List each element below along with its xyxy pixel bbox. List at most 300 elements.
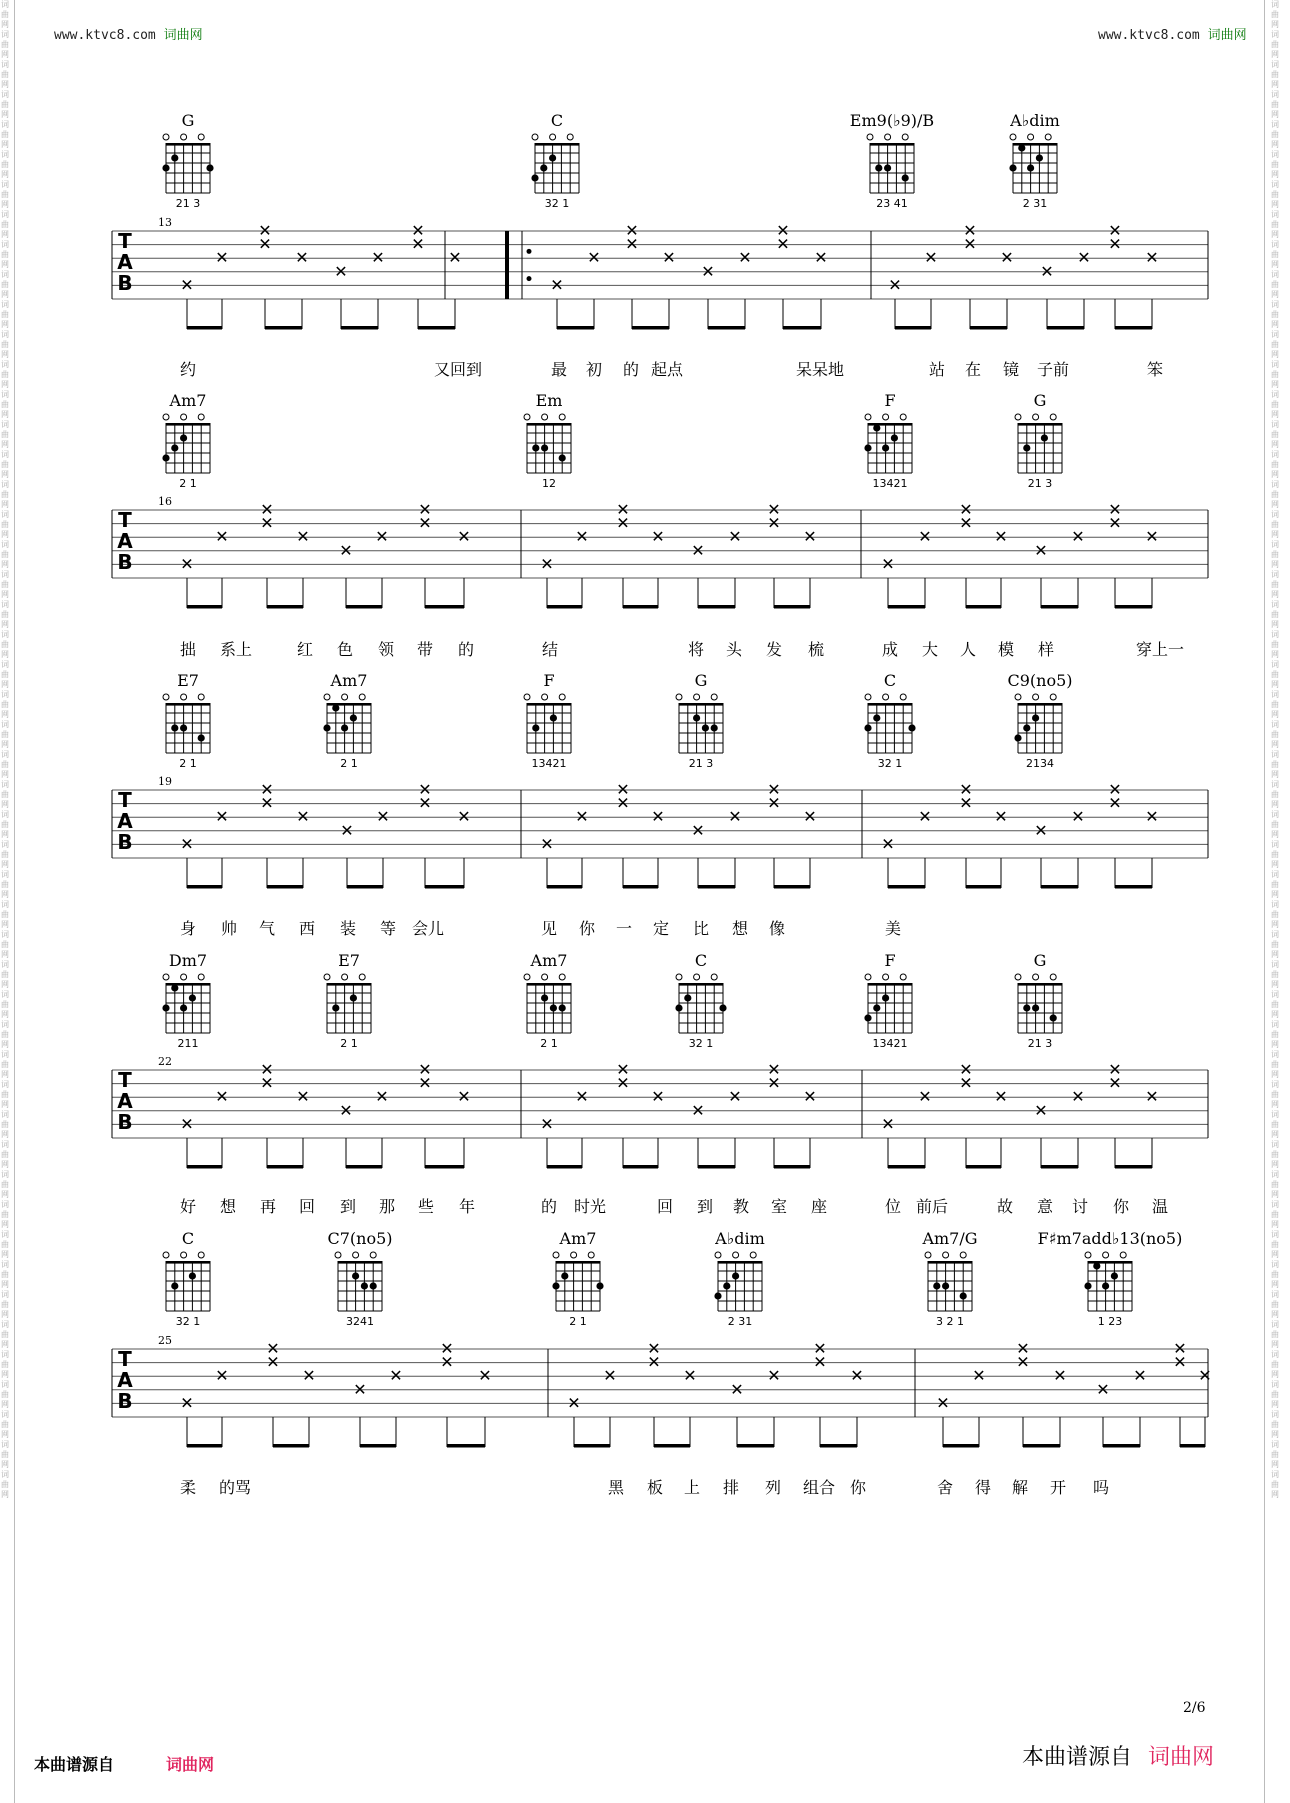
- tab-x-note: ✕: [1016, 1339, 1030, 1358]
- lyric-2-12: 想: [731, 919, 749, 938]
- beam: [187, 1444, 222, 1448]
- tab-x-note: ✕: [616, 513, 630, 533]
- tab-x-note: ✕: [1108, 234, 1122, 254]
- lyric-1-7: 结: [541, 640, 559, 659]
- open-string-marker: [960, 1252, 966, 1258]
- tab-x-note: ✕: [260, 513, 274, 533]
- lyric-2-1: 帅: [220, 919, 238, 938]
- lyric-3-0: 好: [179, 1197, 197, 1216]
- chord-name-1-0: Am7: [169, 391, 207, 410]
- chord-finger-dot: [873, 424, 880, 431]
- beam: [966, 885, 1001, 889]
- open-string-marker: [711, 974, 717, 980]
- open-string-marker: [1050, 414, 1056, 420]
- lyric-4-8: 你: [849, 1478, 867, 1497]
- tab-x-note: ✕: [959, 500, 973, 519]
- chord-finger-dot: [882, 994, 889, 1001]
- lyric-4-13: 吗: [1092, 1478, 1110, 1497]
- tab-x-note: ✕: [850, 1366, 864, 1386]
- lyric-2-7: 见: [540, 919, 558, 938]
- chord-finger-dot: [162, 454, 169, 461]
- tab-x-note: ✕: [440, 1339, 454, 1358]
- chord-finger-dot: [352, 1272, 359, 1279]
- chord-finger-dot: [171, 724, 178, 731]
- chord-name-2-3: G: [694, 671, 708, 690]
- open-string-marker: [181, 414, 187, 420]
- open-string-marker: [1103, 1252, 1109, 1258]
- chord-finger-dot: [550, 1004, 557, 1011]
- lyric-4-1: 的骂: [218, 1478, 252, 1497]
- right-side-watermark: 词曲网词曲网词曲网词曲网词曲网词曲网词曲网词曲网词曲网词曲网词曲网词曲网词曲网词曲网词曲网词曲网词曲网词曲网词曲网词曲网词曲网词曲网词曲网词曲网词曲网词曲网词曲网词曲网词曲网词曲网词曲网词曲网词曲网词曲网词曲网词曲网词曲网词曲网词曲网词曲网词曲网词曲网词曲网词曲网词曲网词曲网词曲网词曲网词曲网词曲网: [1271, 0, 1279, 1499]
- lyric-4-6: 列: [764, 1478, 782, 1497]
- lyric-1-5: 带: [416, 640, 434, 659]
- open-string-marker: [542, 974, 548, 980]
- lyric-4-11: 解: [1011, 1478, 1029, 1497]
- chord-finger-dot: [1102, 1282, 1109, 1289]
- tab-x-note: ✕: [963, 221, 977, 240]
- tab-x-note: ✕: [776, 221, 790, 240]
- chord-finger-dot: [908, 724, 915, 731]
- chord-finger-dot: [532, 444, 539, 451]
- lyric-1-1: 系上: [219, 640, 253, 659]
- chord-finger-dot: [711, 724, 718, 731]
- chord-nut: [1018, 423, 1062, 426]
- chord-finger-dot: [1041, 434, 1048, 441]
- open-string-marker: [865, 694, 871, 700]
- chord-finger-dot: [1023, 1004, 1030, 1011]
- footer-right: [1022, 1740, 1214, 1771]
- chord-finger-dot: [180, 434, 187, 441]
- chord-finger-dot: [719, 1004, 726, 1011]
- open-string-marker: [163, 134, 169, 140]
- chord-finger-dot: [1027, 164, 1034, 171]
- tab-x-note: ✕: [575, 1087, 589, 1107]
- tab-x-note: ✕: [647, 1352, 661, 1372]
- tab-clef-B: B: [117, 271, 133, 295]
- tab-x-note: ✕: [959, 1073, 973, 1093]
- lyric-2-0: 身: [179, 919, 197, 938]
- tab-x-note: ✕: [260, 500, 274, 519]
- chord-nut: [870, 143, 914, 146]
- open-string-marker: [883, 414, 889, 420]
- open-string-marker: [335, 1252, 341, 1258]
- tab-x-note: ✕: [767, 780, 781, 799]
- open-string-marker: [198, 694, 204, 700]
- beam: [187, 605, 222, 609]
- open-string-marker: [550, 134, 556, 140]
- chord-name-1-1: Em: [535, 391, 563, 410]
- open-string-marker: [359, 974, 365, 980]
- chord-fingering-2-4: 32 1: [877, 757, 903, 770]
- tab-x-note: ✕: [1034, 540, 1048, 560]
- chord-finger-dot: [1032, 714, 1039, 721]
- beam: [623, 605, 658, 609]
- chord-fingering-1-1: 12: [542, 477, 556, 490]
- tab-x-note: ✕: [1108, 1073, 1122, 1093]
- lyric-1-9: 头: [725, 640, 743, 659]
- beam: [267, 605, 303, 609]
- tab-x-note: ✕: [767, 1366, 781, 1386]
- tab-x-note: ✕: [1173, 1339, 1187, 1358]
- chord-finger-dot: [864, 1014, 871, 1021]
- tab-x-note: ✕: [881, 554, 895, 574]
- chord-fingering-4-0: 32 1: [175, 1315, 201, 1328]
- tab-x-note: ✕: [375, 1087, 389, 1107]
- lyric-3-7: 年: [458, 1197, 476, 1216]
- tab-x-note: ✕: [803, 1087, 817, 1107]
- beam: [1115, 1165, 1152, 1169]
- lyric-0-1: 又回到: [433, 360, 483, 379]
- beam: [1115, 605, 1152, 609]
- open-string-marker: [370, 1252, 376, 1258]
- chord-finger-dot: [180, 724, 187, 731]
- repeat-thick-bar: [505, 231, 509, 299]
- footer-left: [34, 1752, 214, 1775]
- tab-x-note: ✕: [295, 248, 309, 268]
- open-string-marker: [865, 974, 871, 980]
- beam: [425, 605, 464, 609]
- chord-finger-dot: [864, 724, 871, 731]
- lyric-4-5: 排: [722, 1478, 740, 1497]
- beam: [1115, 326, 1152, 330]
- open-string-marker: [750, 1252, 756, 1258]
- chord-finger-dot: [1009, 164, 1016, 171]
- chord-name-0-2: Em9(♭9)/B: [849, 111, 935, 130]
- chord-finger-dot: [884, 164, 891, 171]
- chord-fingering-2-2: 13421: [531, 757, 567, 770]
- open-string-marker: [1033, 974, 1039, 980]
- chord-nut: [527, 983, 571, 986]
- tab-x-note: ✕: [540, 1114, 554, 1134]
- chord-fingering-2-5: 2134: [1026, 757, 1054, 770]
- chord-finger-dot: [559, 454, 566, 461]
- tab-x-note: ✕: [296, 807, 310, 827]
- beam: [1023, 1444, 1060, 1448]
- chord-nut: [679, 983, 723, 986]
- lyric-2-6: 会儿: [411, 919, 445, 938]
- beam: [547, 1165, 582, 1169]
- lyric-2-5: 等: [379, 919, 397, 938]
- chord-name-2-0: E7: [177, 671, 199, 690]
- tab-x-note: ✕: [767, 793, 781, 813]
- tab-x-note: ✕: [1000, 248, 1014, 268]
- lyric-3-12: 教: [732, 1197, 750, 1216]
- tab-clef-B: B: [117, 830, 133, 854]
- tab-x-note: ✕: [266, 1339, 280, 1358]
- tab-x-note: ✕: [440, 1352, 454, 1372]
- tab-x-note: ✕: [448, 248, 462, 268]
- chord-finger-dot: [1023, 444, 1030, 451]
- lyric-4-3: 板: [646, 1478, 664, 1497]
- chord-name-2-5: C9(no5): [1007, 671, 1073, 690]
- chord-finger-dot: [693, 714, 700, 721]
- chord-fingering-1-2: 13421: [872, 477, 908, 490]
- tab-x-note: ✕: [767, 500, 781, 519]
- lyric-1-16: 样: [1037, 640, 1055, 659]
- lyric-3-2: 再: [259, 1197, 277, 1216]
- tab-clef-A: A: [117, 250, 133, 274]
- open-string-marker: [198, 1252, 204, 1258]
- chord-name-0-3: A♭dim: [1010, 111, 1060, 130]
- open-string-marker: [553, 1252, 559, 1258]
- tab-x-note: ✕: [888, 275, 902, 295]
- beam: [888, 885, 925, 889]
- tab-x-note: ✕: [457, 527, 471, 547]
- tab-x-note: ✕: [1034, 820, 1048, 840]
- tab-x-note: ✕: [918, 527, 932, 547]
- chord-name-0-0: G: [181, 111, 195, 130]
- chord-finger-dot: [162, 164, 169, 171]
- chord-finger-dot: [561, 1272, 568, 1279]
- lyric-0-8: 在: [964, 360, 982, 379]
- chord-name-3-5: G: [1033, 951, 1047, 970]
- measure-number-2: 19: [158, 775, 172, 788]
- lyric-1-14: 人: [959, 640, 977, 659]
- tab-x-note: ✕: [418, 1060, 432, 1079]
- beam: [698, 605, 735, 609]
- tab-x-note: ✕: [924, 248, 938, 268]
- chord-nut: [166, 423, 210, 426]
- beam: [970, 326, 1007, 330]
- beam: [888, 1165, 925, 1169]
- measure-number-0: 13: [158, 216, 172, 229]
- lyric-2-11: 比: [692, 919, 710, 938]
- tab-x-note: ✕: [730, 1379, 744, 1399]
- open-string-marker: [559, 694, 565, 700]
- lyric-3-6: 些: [417, 1197, 435, 1216]
- measure-number-1: 16: [158, 495, 172, 508]
- footer-right-text: 本曲谱源自: [1022, 1745, 1133, 1770]
- open-string-marker: [198, 414, 204, 420]
- tab-x-note: ✕: [616, 1060, 630, 1079]
- beam: [966, 605, 1001, 609]
- beam: [783, 326, 821, 330]
- tab-x-note: ✕: [1096, 1379, 1110, 1399]
- chord-finger-dot: [180, 1004, 187, 1011]
- beam: [1041, 1165, 1078, 1169]
- repeat-dot: [527, 276, 532, 281]
- chord-finger-dot: [702, 724, 709, 731]
- tab-x-note: ✕: [1108, 780, 1122, 799]
- lyric-3-5: 那: [378, 1197, 396, 1216]
- tab-x-note: ✕: [918, 807, 932, 827]
- tab-x-note: ✕: [215, 1087, 229, 1107]
- chord-finger-dot: [1084, 1282, 1091, 1289]
- tab-x-note: ✕: [1133, 1366, 1147, 1386]
- chord-nut: [928, 1261, 972, 1264]
- beam: [774, 605, 810, 609]
- tab-x-note: ✕: [478, 1366, 492, 1386]
- tab-x-note: ✕: [339, 1100, 353, 1120]
- beam: [708, 326, 745, 330]
- tab-x-note: ✕: [1071, 1087, 1085, 1107]
- lyric-1-17: 穿上一: [1135, 640, 1185, 659]
- chord-name-3-4: F: [884, 951, 896, 970]
- tab-x-note: ✕: [302, 1366, 316, 1386]
- lyric-3-13: 室: [770, 1197, 788, 1216]
- tab-x-note: ✕: [418, 1073, 432, 1093]
- lyric-0-5: 起点: [650, 360, 684, 379]
- footer-left-site[interactable]: 词曲网: [166, 1755, 215, 1774]
- beam: [187, 885, 222, 889]
- tab-x-note: ✕: [418, 780, 432, 799]
- beam: [346, 1165, 382, 1169]
- chord-finger-dot: [675, 1004, 682, 1011]
- open-string-marker: [1033, 694, 1039, 700]
- chord-finger-dot: [162, 1004, 169, 1011]
- open-string-marker: [524, 974, 530, 980]
- chord-fingering-3-1: 2 1: [340, 1037, 358, 1050]
- chord-name-4-2: Am7: [559, 1229, 597, 1248]
- lyric-3-17: 故: [996, 1197, 1014, 1216]
- tab-x-note: ✕: [803, 527, 817, 547]
- beam: [1041, 605, 1078, 609]
- lyric-2-10: 定: [652, 919, 670, 938]
- tab-x-note: ✕: [651, 527, 665, 547]
- tab-x-note: ✕: [339, 540, 353, 560]
- lyric-1-2: 红: [296, 640, 314, 659]
- open-string-marker: [181, 694, 187, 700]
- tab-x-note: ✕: [691, 540, 705, 560]
- tab-x-note: ✕: [972, 1366, 986, 1386]
- beam: [698, 1165, 735, 1169]
- tab-clef-A: A: [117, 529, 133, 553]
- tab-x-note: ✕: [1145, 248, 1159, 268]
- chord-nut: [338, 1261, 382, 1264]
- chord-fingering-0-1: 32 1: [544, 197, 570, 210]
- open-string-marker: [163, 1252, 169, 1258]
- tab-x-note: ✕: [959, 780, 973, 799]
- chord-fingering-4-4: 3 2 1: [936, 1315, 964, 1328]
- open-string-marker: [694, 694, 700, 700]
- beam: [1103, 1444, 1140, 1448]
- tab-x-note: ✕: [625, 221, 639, 240]
- lyric-3-11: 到: [696, 1197, 714, 1216]
- tab-x-note: ✕: [994, 527, 1008, 547]
- beam: [574, 1444, 610, 1448]
- repeat-dot: [527, 249, 532, 254]
- chord-nut: [1018, 983, 1062, 986]
- lyric-1-3: 色: [336, 640, 354, 659]
- tab-x-note: ✕: [1108, 793, 1122, 813]
- tab-x-note: ✕: [411, 221, 425, 240]
- tab-x-note: ✕: [1198, 1366, 1212, 1386]
- chord-finger-dot: [891, 434, 898, 441]
- chord-fingering-0-0: 21 3: [175, 197, 201, 210]
- chord-finger-dot: [933, 1282, 940, 1289]
- chord-nut: [527, 423, 571, 426]
- beam: [632, 326, 669, 330]
- tab-x-note: ✕: [1016, 1352, 1030, 1372]
- tab-clef-T: T: [118, 788, 132, 812]
- chord-finger-dot: [171, 444, 178, 451]
- tab-x-note: ✕: [180, 554, 194, 574]
- chord-finger-dot: [189, 994, 196, 1001]
- chord-finger-dot: [960, 1292, 967, 1299]
- chord-fingering-4-5: 1 23: [1097, 1315, 1123, 1328]
- chord-finger-dot: [873, 714, 880, 721]
- beam: [273, 1444, 309, 1448]
- lyric-3-3: 回: [298, 1197, 316, 1216]
- tab-x-note: ✕: [1071, 807, 1085, 827]
- tab-x-note: ✕: [1145, 1087, 1159, 1107]
- tab-clef-T: T: [118, 1068, 132, 1092]
- footer-right-site[interactable]: 词曲网: [1148, 1745, 1215, 1770]
- header-left-site: 词曲网: [163, 28, 203, 43]
- tab-x-note: ✕: [616, 780, 630, 799]
- tab-x-note: ✕: [215, 527, 229, 547]
- chord-finger-dot: [684, 994, 691, 1001]
- tab-x-note: ✕: [575, 527, 589, 547]
- open-string-marker: [676, 694, 682, 700]
- lyric-1-4: 领: [377, 640, 395, 659]
- beam: [447, 1444, 485, 1448]
- header-right-url: www.ktvc8.com: [1098, 28, 1200, 43]
- lyric-0-7: 站: [928, 360, 946, 379]
- chord-finger-dot: [1032, 1004, 1039, 1011]
- tab-x-note: ✕: [418, 500, 432, 519]
- tab-x-note: ✕: [260, 1073, 274, 1093]
- chord-finger-dot: [552, 1282, 559, 1289]
- lyric-2-4: 装: [339, 919, 357, 938]
- chord-finger-dot: [541, 994, 548, 1001]
- tab-x-note: ✕: [814, 248, 828, 268]
- beam: [698, 885, 735, 889]
- open-string-marker: [342, 694, 348, 700]
- beam: [774, 1165, 810, 1169]
- beam: [360, 1444, 396, 1448]
- tab-x-note: ✕: [567, 1393, 581, 1413]
- tab-x-note: ✕: [959, 1060, 973, 1079]
- chord-fingering-0-3: 2 31: [1022, 197, 1048, 210]
- open-string-marker: [694, 974, 700, 980]
- lyric-3-18: 意: [1036, 1197, 1054, 1216]
- chord-fingering-4-2: 2 1: [569, 1315, 587, 1328]
- tab-x-note: ✕: [813, 1352, 827, 1372]
- tab-x-note: ✕: [1173, 1352, 1187, 1372]
- tab-x-note: ✕: [1108, 221, 1122, 240]
- chord-finger-dot: [864, 444, 871, 451]
- chord-nut: [327, 983, 371, 986]
- open-string-marker: [198, 974, 204, 980]
- open-string-marker: [542, 414, 548, 420]
- open-string-marker: [588, 1252, 594, 1258]
- open-string-marker: [867, 134, 873, 140]
- open-string-marker: [883, 694, 889, 700]
- open-string-marker: [163, 694, 169, 700]
- chord-finger-dot: [370, 1282, 377, 1289]
- beam: [187, 1165, 222, 1169]
- lyric-0-9: 镜: [1002, 360, 1020, 379]
- tab-x-note: ✕: [616, 1073, 630, 1093]
- chord-nut: [556, 1261, 600, 1264]
- tab-x-note: ✕: [1145, 807, 1159, 827]
- tab-x-note: ✕: [371, 248, 385, 268]
- open-string-marker: [359, 694, 365, 700]
- open-string-marker: [198, 134, 204, 140]
- open-string-marker: [1050, 974, 1056, 980]
- tab-x-note: ✕: [587, 248, 601, 268]
- chord-finger-dot: [532, 724, 539, 731]
- chord-nut: [535, 143, 579, 146]
- lyric-3-16: 前后: [915, 1197, 949, 1216]
- beam: [943, 1444, 979, 1448]
- beam: [1041, 885, 1078, 889]
- tab-x-note: ✕: [701, 261, 715, 281]
- tab-clef-T: T: [118, 508, 132, 532]
- tab-x-note: ✕: [180, 834, 194, 854]
- tab-x-note: ✕: [803, 807, 817, 827]
